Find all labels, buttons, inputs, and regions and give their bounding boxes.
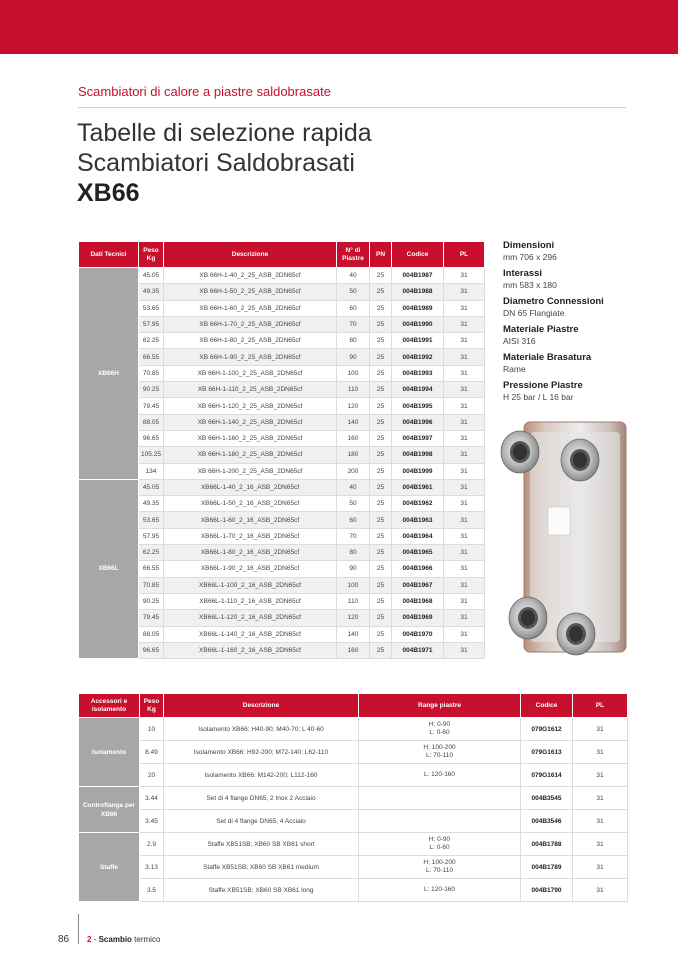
cell-codice: 079G1614	[521, 764, 573, 787]
table-row	[79, 856, 628, 879]
cell-range	[359, 833, 521, 856]
cell-descrizione: XB66L-1-40_2_16_ASB_2DN65cf	[164, 479, 337, 495]
technical-specs	[503, 240, 653, 408]
cell-range	[359, 764, 521, 787]
cell-descrizione: XB 66H-1-180_2_25_ASB_2DN65cf	[164, 447, 337, 463]
cell-pl: 31	[444, 382, 485, 398]
cell-pl: 31	[444, 463, 485, 479]
cell-range	[359, 741, 521, 764]
cell-pl: 31	[444, 528, 485, 544]
cell-codice: 004B1966	[392, 561, 444, 577]
cell-codice: 004B1999	[392, 463, 444, 479]
cell-descrizione: XB 66H-1-80_2_25_ASB_2DN65cf	[164, 333, 337, 349]
cell-pl: 31	[573, 879, 628, 902]
cell-piastre: 100	[337, 577, 370, 593]
footer-divider	[78, 914, 79, 944]
spec-item	[503, 296, 653, 319]
cell-codice: 004B1997	[392, 430, 444, 446]
cell-piastre: 40	[337, 479, 370, 495]
cell-descrizione: Isolamento XB66: M142-200; L112-160	[164, 764, 359, 787]
cell-piastre: 180	[337, 447, 370, 463]
cell-peso: 10	[140, 718, 164, 741]
cell-peso: 53.65	[139, 300, 164, 316]
table-row	[79, 316, 485, 332]
cell-pn: 25	[370, 479, 392, 495]
cell-peso: 8.49	[140, 741, 164, 764]
flange-bottom-right	[557, 613, 595, 655]
cell-pn: 25	[370, 300, 392, 316]
cell-piastre: 90	[337, 349, 370, 365]
chapter-name-bold: Scambio	[98, 935, 132, 944]
cell-peso: 20	[140, 764, 164, 787]
cell-pl: 31	[444, 626, 485, 642]
cell-pn: 25	[370, 284, 392, 300]
page-title-model: XB66	[77, 179, 140, 207]
cell-codice: 004B1964	[392, 528, 444, 544]
cell-piastre: 140	[337, 626, 370, 642]
cell-pl: 31	[444, 430, 485, 446]
cell-pn: 25	[370, 414, 392, 430]
table-row	[79, 398, 485, 414]
spec-item	[503, 352, 653, 375]
cell-pn: 25	[370, 316, 392, 332]
cell-codice: 004B1989	[392, 300, 444, 316]
table-row	[79, 414, 485, 430]
cell-peso: 62.25	[139, 545, 164, 561]
cell-pl: 31	[444, 496, 485, 512]
cell-piastre: 90	[337, 561, 370, 577]
cell-descrizione: Staffe XB51SB; XB60 SB XB61 short	[164, 833, 359, 856]
cell-pn: 25	[370, 626, 392, 642]
cell-pn: 25	[370, 496, 392, 512]
cell-piastre: 120	[337, 610, 370, 626]
cell-codice: 079G1612	[521, 718, 573, 741]
section-title: Scambiatori di calore a piastre saldobrasate	[78, 84, 331, 99]
cell-codice: 004B1967	[392, 577, 444, 593]
table-row	[79, 479, 485, 495]
cell-pl: 31	[573, 856, 628, 879]
col-peso: Peso Kg	[140, 694, 164, 718]
spec-value: AISI 316	[503, 336, 536, 346]
table-row	[79, 810, 628, 833]
cell-pl: 31	[573, 833, 628, 856]
cell-codice: 004B1987	[392, 268, 444, 284]
range-line-1: L: 120-160	[423, 886, 456, 893]
cell-descrizione: XB66L-1-110_2_16_ASB_2DN65cf	[164, 593, 337, 609]
table-row	[79, 284, 485, 300]
table-row	[79, 626, 485, 642]
cell-descrizione: Staffe XB51SB; XB60 SB XB61 long	[164, 879, 359, 902]
cell-peso: 88.05	[139, 626, 164, 642]
cell-pn: 25	[370, 545, 392, 561]
heat-exchanger-image	[498, 412, 638, 662]
col-descrizione: Descrizione	[164, 694, 359, 718]
cell-peso: 49.35	[139, 496, 164, 512]
cell-piastre: 80	[337, 333, 370, 349]
cell-peso: 3.44	[140, 787, 164, 810]
cell-range	[359, 787, 521, 810]
cell-peso: 134	[139, 463, 164, 479]
cell-piastre: 60	[337, 300, 370, 316]
cell-descrizione: XB66L-1-120_2_16_ASB_2DN65cf	[164, 610, 337, 626]
table-row	[79, 741, 628, 764]
cell-peso: 57.95	[139, 316, 164, 332]
cell-pl: 31	[444, 365, 485, 381]
cell-descrizione: XB 66H-1-160_2_25_ASB_2DN65cf	[164, 430, 337, 446]
cell-pn: 25	[370, 268, 392, 284]
spec-item	[503, 240, 653, 263]
cell-codice: 004B1988	[392, 284, 444, 300]
cell-descrizione: XB66L-1-100_2_16_ASB_2DN65cf	[164, 577, 337, 593]
cell-descrizione: XB66L-1-70_2_16_ASB_2DN65cf	[164, 528, 337, 544]
col-pn: PN	[370, 242, 392, 268]
cell-descrizione: XB 66H-1-110_2_25_ASB_2DN65cf	[164, 382, 337, 398]
cell-pl: 31	[444, 268, 485, 284]
table-row	[79, 642, 485, 658]
col-codice: Codice	[521, 694, 573, 718]
cell-descrizione: XB 66H-1-40_2_25_ASB_2DN65cf	[164, 268, 337, 284]
col-codice: Codice	[392, 242, 444, 268]
cell-pl: 31	[444, 610, 485, 626]
cell-codice: 004B1992	[392, 349, 444, 365]
cell-pn: 25	[370, 642, 392, 658]
cell-piastre: 160	[337, 642, 370, 658]
chapter-number: 2	[87, 935, 92, 944]
cell-descrizione: XB 66H-1-70_2_25_ASB_2DN65cf	[164, 316, 337, 332]
table-row	[79, 528, 485, 544]
table-row	[79, 593, 485, 609]
cell-pl: 31	[573, 810, 628, 833]
cell-descrizione: XB66L-1-80_2_16_ASB_2DN65cf	[164, 545, 337, 561]
cell-codice: 004B1970	[392, 626, 444, 642]
spec-item	[503, 324, 653, 347]
group-label: XB66L	[79, 479, 139, 658]
cell-peso: 57.95	[139, 528, 164, 544]
cell-codice: 004B1963	[392, 512, 444, 528]
table-row	[79, 577, 485, 593]
col-accessori: Accessori e isolamento	[79, 694, 140, 718]
cell-peso: 70.85	[139, 577, 164, 593]
cell-pl: 31	[444, 414, 485, 430]
cell-descrizione: XB66L-1-90_2_16_ASB_2DN65cf	[164, 561, 337, 577]
table-row	[79, 545, 485, 561]
cell-piastre: 100	[337, 365, 370, 381]
spec-value: Rame	[503, 364, 526, 374]
cell-peso: 70.85	[139, 365, 164, 381]
section-divider	[78, 107, 626, 108]
cell-piastre: 110	[337, 382, 370, 398]
cell-descrizione: XB66L-1-60_2_16_ASB_2DN65cf	[164, 512, 337, 528]
exchanger-label-plate	[548, 507, 570, 535]
cell-pl: 31	[444, 561, 485, 577]
chapter-name-rest: termico	[134, 935, 161, 944]
cell-descrizione: XB 66H-1-120_2_25_ASB_2DN65cf	[164, 398, 337, 414]
cell-codice: 004B1789	[521, 856, 573, 879]
col-piastre: N° di Piastre	[337, 242, 370, 268]
table-row	[79, 382, 485, 398]
top-red-banner	[0, 0, 678, 54]
cell-pl: 31	[444, 284, 485, 300]
cell-pl: 31	[444, 512, 485, 528]
spec-item	[503, 268, 653, 291]
flange-top-left	[501, 431, 539, 473]
selection-table	[78, 241, 485, 659]
cell-pl: 31	[444, 398, 485, 414]
spec-label: Diametro Connessioni	[503, 296, 604, 307]
cell-peso: 3.5	[140, 879, 164, 902]
range-line-2: L: 0-60	[429, 844, 450, 851]
cell-pl: 31	[444, 545, 485, 561]
cell-piastre: 140	[337, 414, 370, 430]
cell-piastre: 40	[337, 268, 370, 284]
col-pl: PL	[573, 694, 628, 718]
cell-piastre: 80	[337, 545, 370, 561]
table-row	[79, 833, 628, 856]
cell-codice: 004B1995	[392, 398, 444, 414]
cell-pl: 31	[444, 593, 485, 609]
cell-pl: 31	[444, 479, 485, 495]
cell-peso: 2.9	[140, 833, 164, 856]
cell-codice: 079G1613	[521, 741, 573, 764]
cell-descrizione: XB66L-1-160_2_16_ASB_2DN65cf	[164, 642, 337, 658]
cell-codice: 004B1961	[392, 479, 444, 495]
table-row	[79, 764, 628, 787]
cell-peso: 96.65	[139, 430, 164, 446]
cell-pl: 31	[573, 741, 628, 764]
range-line-1: H; 0-90	[428, 721, 451, 728]
cell-codice: 004B1790	[521, 879, 573, 902]
cell-pn: 25	[370, 333, 392, 349]
cell-pn: 25	[370, 463, 392, 479]
cell-codice: 004B1968	[392, 593, 444, 609]
cell-descrizione: Set di 4 flange DN65, 2 Inox 2 Acciaio	[164, 787, 359, 810]
cell-codice: 004B1788	[521, 833, 573, 856]
footer-chapter	[87, 935, 160, 944]
accessories-table	[78, 693, 628, 902]
cell-pl: 31	[444, 300, 485, 316]
table-row	[79, 610, 485, 626]
spec-label: Materiale Piastre	[503, 324, 579, 335]
table-row	[79, 333, 485, 349]
cell-range	[359, 810, 521, 833]
cell-peso: 45.05	[139, 479, 164, 495]
col-range-piastre: Range piastre	[359, 694, 521, 718]
cell-descrizione: Isolamento XB66: H40-90; M40-70; L 40-60	[164, 718, 359, 741]
range-line-1: H; 100-200	[423, 744, 456, 751]
cell-descrizione: XB 66H-1-60_2_25_ASB_2DN65cf	[164, 300, 337, 316]
cell-peso: 66.55	[139, 561, 164, 577]
cell-peso: 79.45	[139, 610, 164, 626]
cell-pl: 31	[444, 577, 485, 593]
cell-descrizione: XB 66H-1-140_2_25_ASB_2DN65cf	[164, 414, 337, 430]
cell-pl: 31	[444, 316, 485, 332]
table-row	[79, 349, 485, 365]
cell-pn: 25	[370, 365, 392, 381]
cell-pn: 25	[370, 528, 392, 544]
cell-descrizione: Staffe XB51SB; XB60 SB XB61 medium	[164, 856, 359, 879]
table-row	[79, 879, 628, 902]
range-line-1: H; 0-90	[428, 836, 451, 843]
cell-pl: 31	[444, 333, 485, 349]
spec-label: Materiale Brasatura	[503, 352, 592, 363]
table-header-row	[79, 242, 485, 268]
cell-peso: 53.65	[139, 512, 164, 528]
range-line-2: L: 70-110	[426, 867, 453, 874]
page-number: 86	[58, 934, 70, 945]
cell-pn: 25	[370, 382, 392, 398]
col-pl: PL	[444, 242, 485, 268]
cell-peso: 3.45	[140, 810, 164, 833]
table-row	[79, 787, 628, 810]
cell-peso: 90.25	[139, 593, 164, 609]
spec-label: Pressione Piastre	[503, 380, 583, 391]
cell-descrizione: XB 66H-1-200_2_25_ASB_2DN65cf	[164, 463, 337, 479]
table-row	[79, 447, 485, 463]
table-row	[79, 463, 485, 479]
cell-piastre: 200	[337, 463, 370, 479]
cell-pl: 31	[444, 447, 485, 463]
spec-value: DN 65 Flangiate	[503, 308, 565, 318]
cell-range	[359, 718, 521, 741]
table-row	[79, 718, 628, 741]
table-row	[79, 512, 485, 528]
cell-pl: 31	[573, 787, 628, 810]
table-row	[79, 561, 485, 577]
chapter-separator: -	[93, 935, 97, 944]
flange-bottom-left	[509, 597, 547, 639]
cell-pl: 31	[444, 642, 485, 658]
table-row	[79, 365, 485, 381]
col-descrizione: Descrizione	[164, 242, 337, 268]
page-title-line-2: Scambiatori Saldobrasati	[77, 149, 355, 177]
spec-value: mm 706 x 296	[503, 252, 557, 262]
cell-descrizione: Set di 4 flange DN65, 4 Acciaio	[164, 810, 359, 833]
range-line-2: L: 70-110	[426, 752, 453, 759]
table-row	[79, 430, 485, 446]
cell-peso: 3.13	[140, 856, 164, 879]
col-peso: Peso Kg	[139, 242, 164, 268]
cell-piastre: 110	[337, 593, 370, 609]
cell-pn: 25	[370, 430, 392, 446]
cell-pn: 25	[370, 349, 392, 365]
cell-peso: 66.55	[139, 349, 164, 365]
range-line-2: L: 0-60	[429, 729, 450, 736]
cell-descrizione: XB 66H-1-90_2_25_ASB_2DN65cf	[164, 349, 337, 365]
group-label: XB66H	[79, 268, 139, 480]
cell-codice: 004B1998	[392, 447, 444, 463]
cell-piastre: 60	[337, 512, 370, 528]
cell-piastre: 50	[337, 284, 370, 300]
cell-piastre: 70	[337, 528, 370, 544]
cell-descrizione: XB66L-1-50_2_16_ASB_2DN65cf	[164, 496, 337, 512]
cell-codice: 004B1962	[392, 496, 444, 512]
cell-pn: 25	[370, 610, 392, 626]
cell-peso: 45.05	[139, 268, 164, 284]
group-label: Controflange per XB66	[79, 787, 140, 833]
cell-piastre: 160	[337, 430, 370, 446]
table-row	[79, 268, 485, 284]
cell-codice: 004B1994	[392, 382, 444, 398]
cell-codice: 004B1969	[392, 610, 444, 626]
spec-label: Interassi	[503, 268, 543, 279]
cell-peso: 88.05	[139, 414, 164, 430]
cell-peso: 105.25	[139, 447, 164, 463]
col-dati-tecnici: Dati Tecnici	[79, 242, 139, 268]
cell-peso: 90.25	[139, 382, 164, 398]
group-label: Isolamento	[79, 718, 140, 787]
cell-codice: 004B1971	[392, 642, 444, 658]
cell-piastre: 50	[337, 496, 370, 512]
cell-codice: 004B3546	[521, 810, 573, 833]
spec-item	[503, 380, 653, 403]
spec-label: Dimensioni	[503, 240, 555, 251]
cell-pn: 25	[370, 593, 392, 609]
range-line-1: H; 100-200	[423, 859, 456, 866]
cell-codice: 004B1996	[392, 414, 444, 430]
cell-codice: 004B1965	[392, 545, 444, 561]
cell-peso: 49.35	[139, 284, 164, 300]
cell-codice: 004B1990	[392, 316, 444, 332]
cell-range	[359, 856, 521, 879]
group-label: Staffe	[79, 833, 140, 902]
cell-piastre: 70	[337, 316, 370, 332]
cell-pl: 31	[573, 764, 628, 787]
cell-descrizione: Isolamento XB66: H92-200; M72-140; L62-110	[164, 741, 359, 764]
cell-pn: 25	[370, 447, 392, 463]
cell-piastre: 120	[337, 398, 370, 414]
cell-descrizione: XB66L-1-140_2_16_ASB_2DN65cf	[164, 626, 337, 642]
table-row	[79, 300, 485, 316]
cell-pn: 25	[370, 561, 392, 577]
cell-pn: 25	[370, 577, 392, 593]
spec-value: mm 583 x 180	[503, 280, 557, 290]
spec-value: H 25 bar / L 16 bar	[503, 392, 574, 402]
cell-pl: 31	[573, 718, 628, 741]
cell-descrizione: XB 66H-1-50_2_25_ASB_2DN65cf	[164, 284, 337, 300]
cell-peso: 62.25	[139, 333, 164, 349]
flange-top-right	[561, 439, 599, 481]
cell-descrizione: XB 66H-1-100_2_25_ASB_2DN65cf	[164, 365, 337, 381]
cell-peso: 96.65	[139, 642, 164, 658]
cell-peso: 79.45	[139, 398, 164, 414]
page-title-line-1: Tabelle di selezione rapida	[77, 119, 372, 147]
range-line-1: L: 120-160	[423, 771, 456, 778]
table-header-row	[79, 694, 628, 718]
cell-codice: 004B3545	[521, 787, 573, 810]
cell-pn: 25	[370, 398, 392, 414]
cell-codice: 004B1993	[392, 365, 444, 381]
cell-pl: 31	[444, 349, 485, 365]
cell-range	[359, 879, 521, 902]
cell-codice: 004B1991	[392, 333, 444, 349]
cell-pn: 25	[370, 512, 392, 528]
table-row	[79, 496, 485, 512]
